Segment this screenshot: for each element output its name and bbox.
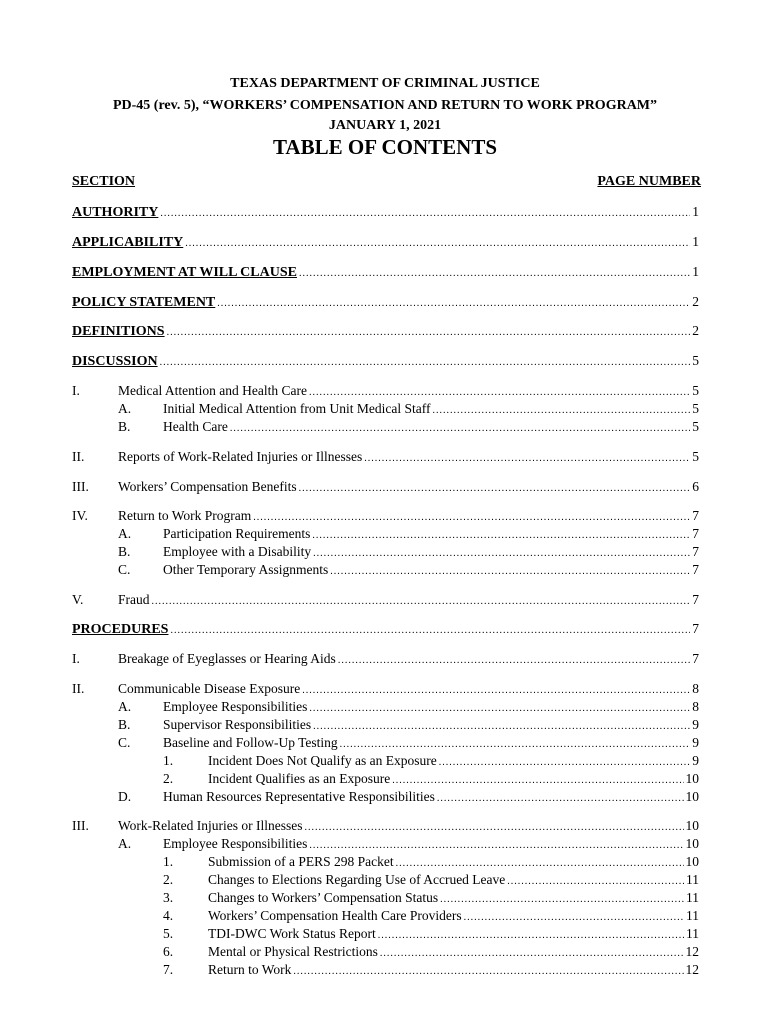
toc-entry-restrictions[interactable]	[208, 943, 699, 961]
dot-leader	[364, 450, 690, 468]
toc-label: Return to Work	[208, 962, 292, 977]
toc-page: 5	[692, 401, 699, 416]
toc-label: Employee Responsibilities	[163, 699, 308, 714]
toc-label: Submission of a PERS 298 Packet	[208, 854, 394, 869]
toc-label: POLICY STATEMENT	[72, 295, 216, 310]
toc-entry-reports-injuries[interactable]	[118, 448, 699, 466]
toc-entry-temporary-assignments[interactable]	[163, 561, 699, 579]
page-title: TABLE OF CONTENTS	[272, 135, 498, 159]
toc-label: Changes to Workers’ Compensation Status	[208, 890, 439, 905]
toc-label: EMPLOYMENT AT WILL CLAUSE	[72, 265, 297, 280]
toc-entry-supervisor-responsibilities[interactable]	[163, 716, 699, 734]
toc-number: IV.	[72, 508, 88, 523]
toc-entry-employee-responsibilities-2[interactable]	[163, 835, 699, 853]
toc-label: Incident Does Not Qualify as an Exposure	[208, 753, 437, 768]
toc-entry-eyeglasses[interactable]	[118, 650, 699, 668]
toc-entry-health-care-providers[interactable]	[208, 907, 699, 925]
toc-page: 10	[685, 818, 699, 833]
dot-leader	[338, 652, 690, 670]
toc-number: A.	[118, 526, 132, 541]
toc-entry-employee-responsibilities[interactable]	[163, 698, 699, 716]
toc-label: DEFINITIONS	[72, 324, 165, 339]
toc-number: 1.	[163, 854, 174, 869]
toc-entry-return-to-work[interactable]	[208, 961, 699, 979]
toc-label: Human Resources Representative Responsibilities	[163, 789, 435, 804]
toc-label: Breakage of Eyeglasses or Hearing Aids	[118, 651, 336, 666]
policy-title: PD-45 (rev. 5), “WORKERS’ COMPENSATION AND RETURN TO WORK PROGRAM”	[112, 98, 658, 113]
toc-label: Supervisor Responsibilities	[163, 717, 312, 732]
toc-page: 10	[685, 771, 699, 786]
dot-leader	[217, 295, 690, 313]
toc-page: 1	[692, 234, 699, 249]
toc-page: 2	[692, 294, 699, 309]
toc-page: 7	[692, 562, 699, 577]
toc-page: 1	[692, 204, 699, 219]
toc-page: 11	[686, 872, 699, 887]
toc-number: B.	[118, 717, 131, 732]
toc-page: 12	[685, 944, 699, 959]
toc-page: 9	[692, 735, 699, 750]
toc-page: 7	[692, 544, 699, 559]
toc-number: A.	[118, 401, 132, 416]
toc-number: B.	[118, 544, 131, 559]
toc-entry-work-status-report[interactable]	[208, 925, 699, 943]
toc-label: Return to Work Program	[118, 508, 252, 523]
toc-entry-medical-attention[interactable]	[118, 382, 699, 400]
toc-number: I.	[72, 651, 80, 666]
toc-label: Changes to Elections Regarding Use of Accrued Leave	[208, 872, 506, 887]
toc-page: 6	[692, 479, 699, 494]
toc-entry-health-care[interactable]	[163, 418, 699, 436]
toc-page: 7	[692, 621, 699, 636]
toc-label: Fraud	[118, 592, 150, 607]
dot-leader	[152, 593, 691, 611]
toc-label: DISCUSSION	[72, 354, 158, 369]
toc-label: Workers’ Compensation Benefits	[118, 479, 297, 494]
agency-name: TEXAS DEPARTMENT OF CRIMINAL JUSTICE	[230, 76, 540, 91]
dot-leader	[293, 963, 683, 981]
toc-entry-employment-at-will[interactable]	[72, 263, 699, 281]
toc-entry-incident-qualifies[interactable]	[208, 770, 699, 788]
toc-entry-employee-disability[interactable]	[163, 543, 699, 561]
toc-page: 2	[692, 323, 699, 338]
toc-number: A.	[118, 836, 132, 851]
toc-page: 12	[685, 962, 699, 977]
toc-entry-procedures[interactable]	[72, 620, 699, 638]
dot-leader	[160, 354, 691, 372]
toc-number: 6.	[163, 944, 174, 959]
toc-page: 5	[692, 419, 699, 434]
toc-number: III.	[72, 479, 89, 494]
toc-number: C.	[118, 562, 131, 577]
toc-number: 4.	[163, 908, 174, 923]
toc-entry-hr-responsibilities[interactable]	[163, 788, 699, 806]
toc-entry-communicable-disease[interactable]	[118, 680, 699, 698]
toc-number: 1.	[163, 753, 174, 768]
toc-page: 1	[692, 264, 699, 279]
dot-leader	[185, 235, 690, 253]
toc-label: Work-Related Injuries or Illnesses	[118, 818, 303, 833]
toc-page: 11	[686, 890, 699, 905]
toc-label: Other Temporary Assignments	[163, 562, 329, 577]
dot-leader	[160, 205, 690, 223]
toc-entry-applicability[interactable]	[72, 233, 699, 251]
dot-leader	[299, 480, 691, 498]
toc-label: Workers’ Compensation Health Care Providers	[208, 908, 462, 923]
toc-page: 10	[685, 854, 699, 869]
toc-page: 9	[692, 717, 699, 732]
toc-entry-baseline-testing[interactable]	[163, 734, 699, 752]
toc-number: A.	[118, 699, 132, 714]
toc-entry-comp-status[interactable]	[208, 889, 699, 907]
toc-entry-definitions[interactable]	[72, 322, 699, 340]
toc-number: C.	[118, 735, 131, 750]
toc-page: 5	[692, 449, 699, 464]
dot-leader	[230, 420, 690, 438]
toc-number: B.	[118, 419, 131, 434]
toc-label: Communicable Disease Exposure	[118, 681, 301, 696]
toc-entry-work-related-injuries[interactable]	[118, 817, 699, 835]
toc-entry-authority[interactable]	[72, 203, 699, 221]
toc-page: 9	[692, 753, 699, 768]
dot-leader	[167, 324, 691, 342]
toc-label: Mental or Physical Restrictions	[208, 944, 378, 959]
toc-label: Employee Responsibilities	[163, 836, 308, 851]
section-column-header: SECTION	[72, 174, 136, 189]
toc-entry-incident-not-qualify[interactable]	[208, 752, 699, 770]
toc-label: Reports of Work-Related Injuries or Illnesses	[118, 449, 363, 464]
toc-page: 11	[686, 926, 699, 941]
toc-entry-discussion[interactable]	[72, 352, 699, 370]
toc-entry-pers-298[interactable]	[208, 853, 699, 871]
toc-page: 7	[692, 526, 699, 541]
toc-number: 7.	[163, 962, 174, 977]
toc-label: Baseline and Follow-Up Testing	[163, 735, 338, 750]
toc-number: V.	[72, 592, 84, 607]
toc-page: 7	[692, 508, 699, 523]
toc-label: Incident Qualifies as an Exposure	[208, 771, 391, 786]
toc-number: II.	[72, 449, 85, 464]
toc-page: 8	[692, 681, 699, 696]
policy-date: JANUARY 1, 2021	[328, 118, 442, 133]
toc-label: AUTHORITY	[72, 205, 159, 220]
toc-number: 2.	[163, 771, 174, 786]
toc-entry-initial-medical-attention[interactable]	[163, 400, 699, 418]
toc-label: PROCEDURES	[72, 622, 169, 637]
dot-leader	[170, 622, 690, 640]
toc-label: Employee with a Disability	[163, 544, 312, 559]
toc-page: 11	[686, 908, 699, 923]
toc-number: 2.	[163, 872, 174, 887]
dot-leader	[330, 563, 690, 581]
toc-number: III.	[72, 818, 89, 833]
toc-label: APPLICABILITY	[72, 235, 184, 250]
toc-entry-participation-requirements[interactable]	[163, 525, 699, 543]
toc-entry-fraud[interactable]	[118, 591, 699, 609]
toc-page: 5	[692, 383, 699, 398]
toc-label: Initial Medical Attention from Unit Medical Staff	[163, 401, 431, 416]
toc-page: 7	[692, 592, 699, 607]
dot-leader	[437, 790, 684, 808]
toc-label: TDI-DWC Work Status Report	[208, 926, 376, 941]
toc-number: II.	[72, 681, 85, 696]
toc-entry-return-to-work-program[interactable]	[118, 507, 699, 525]
page-number-column-header: PAGE NUMBER	[597, 174, 701, 189]
dot-leader	[299, 265, 690, 283]
toc-number: I.	[72, 383, 80, 398]
toc-page: 7	[692, 651, 699, 666]
toc-page: 5	[692, 353, 699, 368]
toc-number: 5.	[163, 926, 174, 941]
toc-entry-policy-statement[interactable]	[72, 293, 699, 311]
toc-number: D.	[118, 789, 132, 804]
toc-page: 8	[692, 699, 699, 714]
toc-label: Participation Requirements	[163, 526, 311, 541]
toc-page: 10	[685, 789, 699, 804]
toc-entry-comp-benefits[interactable]	[118, 478, 699, 496]
toc-label: Medical Attention and Health Care	[118, 383, 307, 398]
toc-entry-accrued-leave[interactable]	[208, 871, 699, 889]
toc-label: Health Care	[163, 419, 228, 434]
toc-number: 3.	[163, 890, 174, 905]
toc-page: 10	[685, 836, 699, 851]
